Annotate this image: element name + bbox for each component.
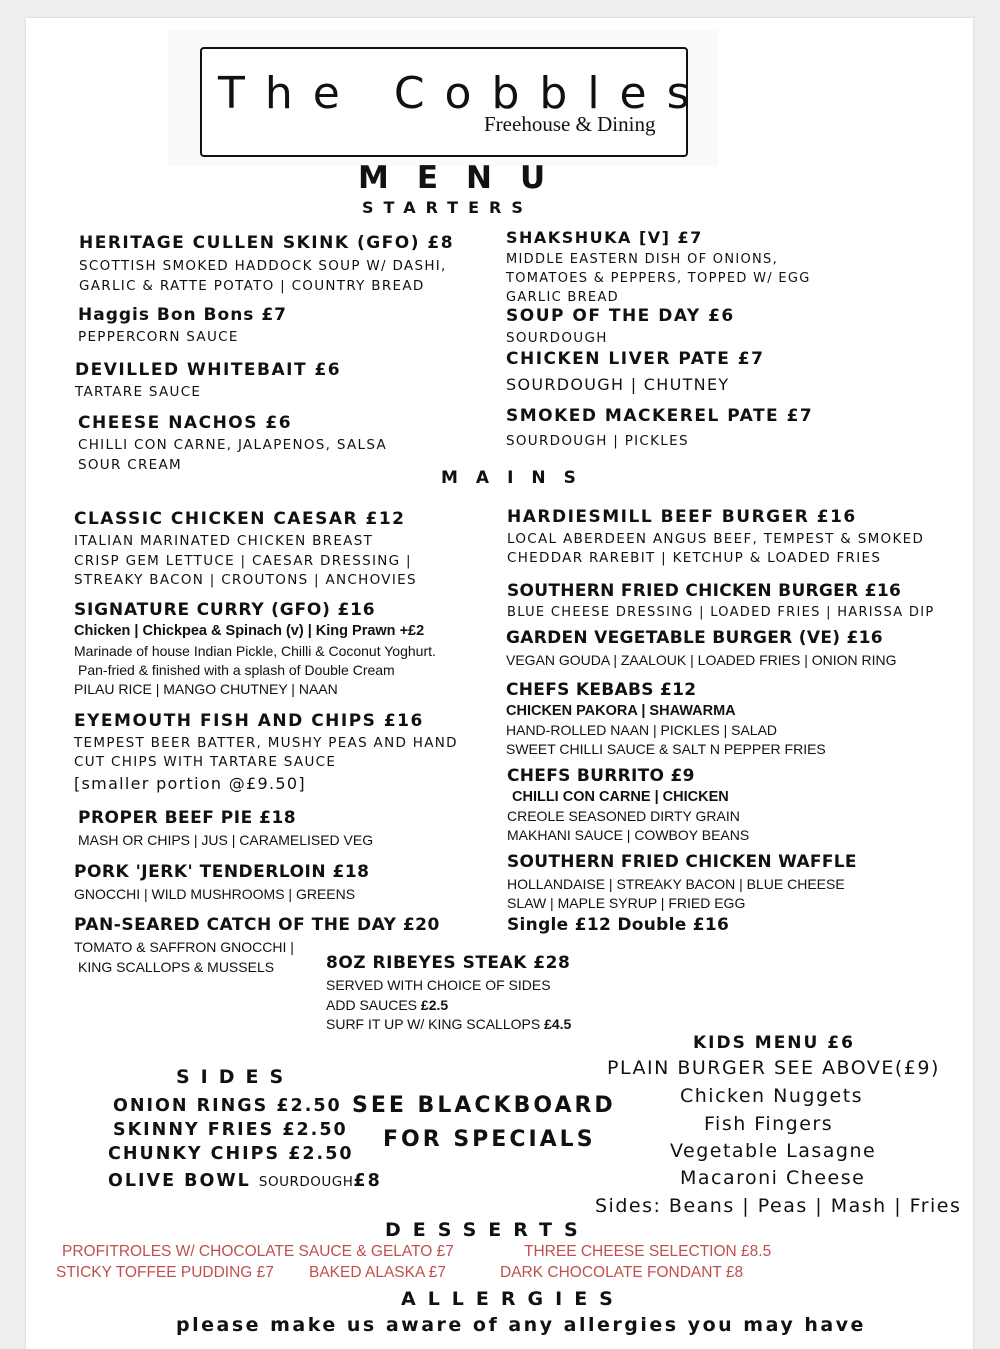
side-item: ONION RINGS £2.50: [113, 1096, 342, 1116]
side-item: SKINNY FRIES £2.50: [113, 1120, 348, 1140]
starter-desc: SCOTTISH SMOKED HADDOCK SOUP W/ DASHI,: [79, 258, 447, 274]
main-desc: GNOCCHI | WILD MUSHROOMS | GREENS: [74, 886, 356, 902]
kids-item: Macaroni Cheese: [680, 1167, 866, 1189]
main-name: CHEFS BURRITO £9: [507, 766, 695, 786]
starter-desc: SOUR CREAM: [78, 457, 182, 473]
kids-heading: KIDS MENU £6: [693, 1033, 855, 1053]
main-name: SOUTHERN FRIED CHICKEN BURGER £16: [507, 581, 902, 601]
dessert-item: PROFITROLES W/ CHOCOLATE SAUCE & GELATO £7: [62, 1243, 454, 1260]
main-desc: BLUE CHEESE DRESSING | LOADED FRIES | HARISSA DIP: [507, 605, 935, 620]
starters-heading: STARTERS: [362, 198, 533, 217]
kids-item: Sides: Beans | Peas | Mash | Fries: [595, 1195, 962, 1217]
main-desc: HOLLANDAISE | STREAKY BACON | BLUE CHEESE: [507, 876, 845, 892]
starter-desc: TOMATOES & PEPPERS, TOPPED W/ EGG: [506, 271, 811, 286]
main-name: SOUTHERN FRIED CHICKEN WAFFLE: [507, 852, 857, 872]
starter-name: SHAKSHUKA [V] £7: [506, 228, 703, 247]
kids-item: Fish Fingers: [704, 1113, 834, 1135]
starter-desc: TARTARE SAUCE: [75, 384, 202, 400]
main-name: EYEMOUTH FISH AND CHIPS £16: [74, 711, 424, 731]
main-name: PORK 'JERK' TENDERLOIN £18: [74, 862, 370, 882]
main-desc: LOCAL ABERDEEN ANGUS BEEF, TEMPEST & SMOKED: [507, 531, 925, 547]
main-desc: TOMATO & SAFFRON GNOCCHI |: [74, 939, 294, 955]
main-desc: [smaller portion @£9.50]: [74, 774, 306, 793]
dessert-item: BAKED ALASKA £7: [309, 1264, 447, 1281]
sides-heading: SIDES: [176, 1066, 295, 1088]
side-item: OLIVE BOWL SOURDOUGH£8: [108, 1171, 382, 1191]
main-desc: CUT CHIPS WITH TARTARE SAUCE: [74, 754, 337, 770]
starter-name: CHICKEN LIVER PATE £7: [506, 349, 765, 369]
main-name: PROPER BEEF PIE £18: [78, 808, 297, 828]
main-desc: SERVED WITH CHOICE OF SIDES: [326, 977, 551, 993]
main-name: PAN-SEARED CATCH OF THE DAY £20: [74, 915, 440, 935]
main-desc: SWEET CHILLI SAUCE & SALT N PEPPER FRIES: [506, 741, 826, 757]
logo-title: The Cobbles: [218, 68, 710, 119]
main-desc: TEMPEST BEER BATTER, MUSHY PEAS AND HAND: [74, 735, 458, 751]
main-desc: HAND-ROLLED NAAN | PICKLES | SALAD: [506, 722, 778, 738]
main-desc: PILAU RICE | MANGO CHUTNEY | NAAN: [74, 681, 338, 697]
main-name: GARDEN VEGETABLE BURGER (VE) £16: [506, 628, 883, 648]
desserts-heading: DESSERTS: [385, 1219, 590, 1241]
main-name: 8OZ RIBEYES STEAK £28: [326, 953, 571, 973]
main-desc: Marinade of house Indian Pickle, Chilli & Coconut Yoghurt.: [74, 643, 436, 659]
main-desc: MAKHANI SAUCE | COWBOY BEANS: [507, 827, 750, 843]
main-options: CHICKEN PAKORA | SHAWARMA: [506, 703, 736, 719]
main-desc: STREAKY BACON | CROUTONS | ANCHOVIES: [74, 572, 417, 588]
main-name: SIGNATURE CURRY (GFO) £16: [74, 600, 376, 620]
starter-name: DEVILLED WHITEBAIT £6: [75, 360, 342, 380]
starter-desc: PEPPERCORN SAUCE: [78, 329, 239, 345]
specials-line: FOR SPECIALS: [383, 1127, 596, 1152]
main-name: HARDIESMILL BEEF BURGER £16: [507, 507, 857, 527]
main-name: CLASSIC CHICKEN CAESAR £12: [74, 509, 406, 529]
starter-name: Haggis Bon Bons £7: [78, 305, 287, 325]
starter-desc: SOURDOUGH | PICKLES: [506, 433, 689, 449]
main-desc: MASH OR CHIPS | JUS | CARAMELISED VEG: [78, 832, 374, 848]
logo-subtitle: Freehouse & Dining: [484, 112, 656, 136]
main-desc: CHEDDAR RAREBIT | KETCHUP & LOADED FRIES: [507, 550, 882, 566]
allergies-heading: ALLERGIES: [401, 1288, 625, 1310]
starter-desc: SOURDOUGH | CHUTNEY: [506, 375, 730, 394]
starter-desc: SOURDOUGH: [506, 330, 608, 346]
starter-name: HERITAGE CULLEN SKINK (GFO) £8: [79, 233, 455, 253]
starter-desc: CHILLI CON CARNE, JALAPENOS, SALSA: [78, 437, 387, 453]
main-desc: KING SCALLOPS & MUSSELS: [78, 959, 275, 975]
main-desc: Pan-fried & finished with a splash of Double Cream: [78, 662, 395, 678]
main-desc: CREOLE SEASONED DIRTY GRAIN: [507, 808, 740, 824]
main-options: Chicken | Chickpea & Spinach (v) | King Prawn +£2: [74, 623, 425, 639]
starter-name: SOUP OF THE DAY £6: [506, 306, 735, 326]
kids-item: Vegetable Lasagne: [670, 1140, 877, 1162]
kids-item: PLAIN BURGER SEE ABOVE(£9): [607, 1057, 940, 1079]
starter-name: CHEESE NACHOS £6: [78, 413, 293, 433]
kids-item: Chicken Nuggets: [680, 1085, 864, 1107]
dessert-item: THREE CHEESE SELECTION £8.5: [524, 1243, 772, 1260]
main-desc: SURF IT UP W/ KING SCALLOPS £4.5: [326, 1016, 572, 1032]
dessert-item: STICKY TOFFEE PUDDING £7: [56, 1264, 274, 1281]
main-price-options: Single £12 Double £16: [507, 915, 730, 935]
main-desc: VEGAN GOUDA | ZAALOUK | LOADED FRIES | ONION RING: [506, 652, 897, 668]
dessert-item: DARK CHOCOLATE FONDANT £8: [500, 1264, 744, 1281]
starter-name: SMOKED MACKEREL PATE £7: [506, 406, 814, 426]
menu-heading: MENU: [358, 160, 574, 196]
main-desc: ITALIAN MARINATED CHICKEN BREAST: [74, 533, 374, 549]
starter-desc: MIDDLE EASTERN DISH OF ONIONS,: [506, 252, 779, 267]
specials-line: SEE BLACKBOARD: [352, 1093, 616, 1118]
allergies-notice: please make us aware of any allergies you may have: [176, 1314, 866, 1336]
starter-desc: GARLIC & RATTE POTATO | COUNTRY BREAD: [79, 278, 425, 294]
mains-heading: MAINS: [441, 468, 594, 488]
main-options: CHILLI CON CARNE | CHICKEN: [512, 789, 729, 805]
main-desc: CRISP GEM LETTUCE | CAESAR DRESSING |: [74, 553, 412, 569]
side-item: CHUNKY CHIPS £2.50: [108, 1144, 354, 1164]
main-name: CHEFS KEBABS £12: [506, 680, 697, 700]
main-desc: ADD SAUCES £2.5: [326, 997, 449, 1013]
starter-desc: GARLIC BREAD: [506, 290, 619, 305]
main-desc: SLAW | MAPLE SYRUP | FRIED EGG: [507, 895, 746, 911]
